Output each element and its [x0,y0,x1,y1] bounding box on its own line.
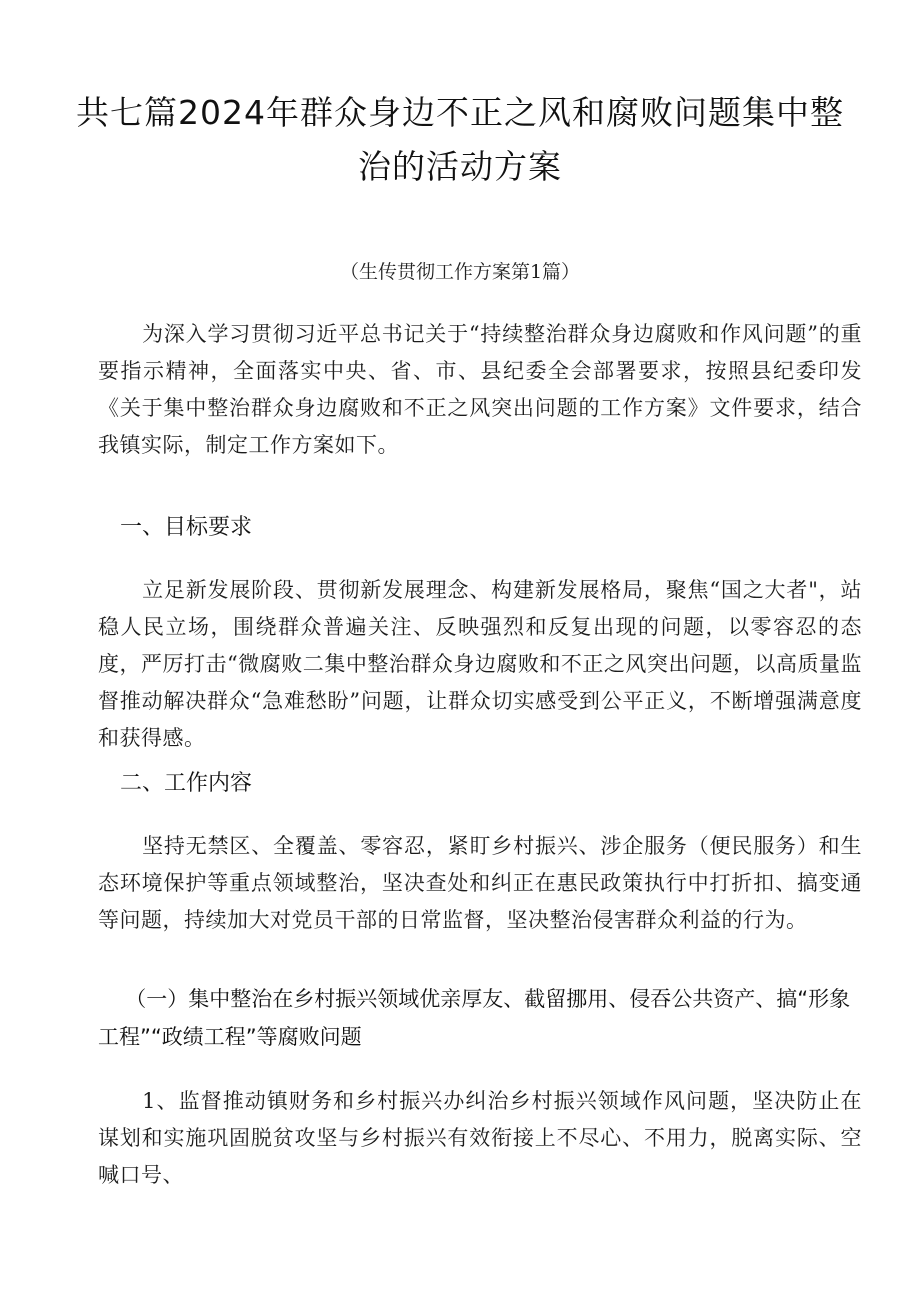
subsection-heading: （一）集中整治在乡村振兴领域优亲厚友、截留挪用、侵吞公共资产、搞“形象工程”“政绩工程”等腐败问题 [98,987,851,1049]
section-heading-goals: 一、目标要求 [120,515,253,540]
subsection-item-1: 1、监督推动镇财务和乡村振兴办纠治乡村振兴领域作风问题，坚决防止在谋划和实施巩固脱贫攻坚与乡村振兴有效衔接上不尽心、不用力，脱离实际、空喊口号、 [98,1089,862,1187]
section-body-goals: 立足新发展阶段、贯彻新发展理念、构建新发展格局，聚焦“国之大者"，站稳人民立场，围绕群众普遍关注、反映强烈和反复出现的问题，以零容忍的态度，严厉打击“微腐败二集中整治群众身边腐败和不正之风突出问题，以高质量监督推动解决群众“急难愁盼”问题，让群众切实感受到公平正义，不断增强满意度和获得感。 [98,578,862,750]
document-subtitle: （生传贯彻工作方案第1篇） [339,261,581,283]
document-title: 共七篇2024年群众身边不正之风和腐败问题集中整治的活动方案 [76,93,844,186]
intro-paragraph: 为深入学习贯彻习近平总书记关于“持续整治群众身边腐败和作风问题”的重要指示精神，全面落实中央、省、市、县纪委全会部署要求，按照县纪委印发《关于集中整治群众身边腐败和不正之风突出问题的工作方案》文件要求，结合我镇实际，制定工作方案如下。 [98,322,862,457]
section-body-content: 坚持无禁区、全覆盖、零容忍，紧盯乡村振兴、涉企服务（便民服务）和生态环境保护等重点领域整治，坚决查处和纠正在惠民政策执行中打折扣、搞变通等问题，持续加大对党员干部的日常监督，坚决整治侵害群众利益的行为。 [98,834,862,932]
section-heading-content: 二、工作内容 [120,771,253,796]
